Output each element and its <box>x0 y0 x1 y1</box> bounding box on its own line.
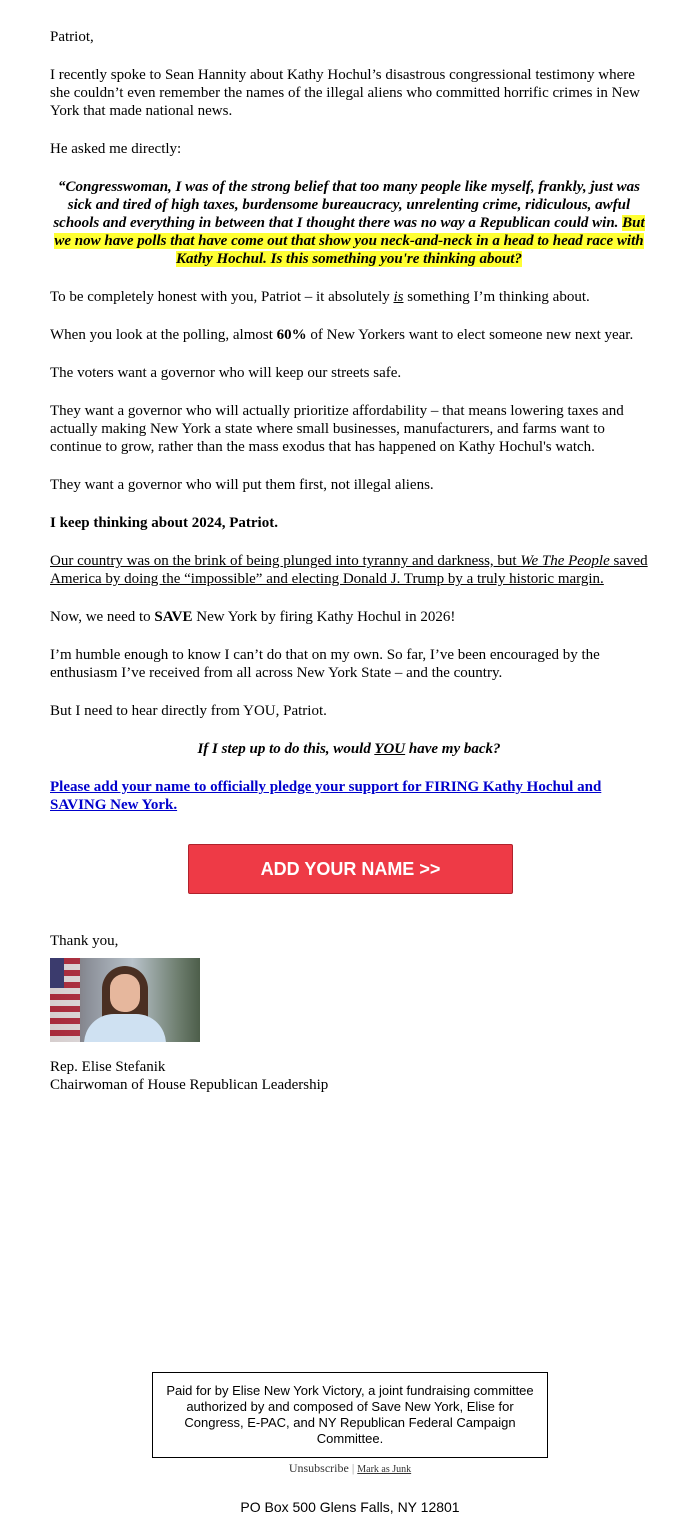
intro-paragraph: I recently spoke to Sean Hannity about Kathy Hochul’s disastrous congressional testimony where she couldn’t even remember the names of the illegal aliens who committed horrific crimes in New York that made national news. <box>50 67 640 119</box>
hannity-quote <box>50 178 648 268</box>
paid-for-disclaimer: Paid for by Elise New York Victory, a joint fundraising committee authorized by and composed of Save New York, Elise for Congress, E-PAC, and NY Republican Federal Campaign Committee. <box>152 1372 548 1458</box>
mailing-address: PO Box 500 Glens Falls, NY 12801 <box>240 1499 460 1515</box>
honest-paragraph <box>50 288 648 306</box>
humble-paragraph: I’m humble enough to know I can’t do that on my own. So far, I’ve been encouraged by the enthusiasm I’ve received from all across New York State – and the country. <box>50 647 600 681</box>
safe-paragraph: The voters want a governor who will keep our streets safe. <box>50 365 402 381</box>
honest-pre: To be completely honest with you, Patriot – it absolutely <box>50 289 394 305</box>
ask-pre: If I step up to do this, would <box>197 741 375 757</box>
photo-face <box>110 974 140 1012</box>
honest-emphasis: is <box>393 289 404 305</box>
ask-paragraph <box>50 740 648 758</box>
country-pre: Our country was on the brink of being plunged into tyranny and darkness, but <box>50 553 521 569</box>
asked-paragraph: He asked me directly: <box>50 141 182 157</box>
email-body <box>50 28 648 1094</box>
save-pre: Now, we need to <box>50 609 155 625</box>
country-emphasis: We The People <box>520 553 610 569</box>
thanks-text: Thank you, <box>50 933 119 949</box>
signature-title: Chairwoman of House Republican Leadership <box>50 1077 329 1093</box>
pledge-paragraph <box>50 778 648 814</box>
quote-highlight: But we now have polls that have come out that show you neck-and-neck in a head to head race with Kathy Hochul. Is this something you're thinking about? <box>54 215 645 267</box>
add-your-name-button[interactable]: ADD YOUR NAME >> <box>188 844 513 894</box>
flag-canton <box>50 958 64 988</box>
quote-text: “Congresswoman, I was of the strong belief that too many people like myself, frankly, just was sick and tired of high taxes, burdensome bureaucracy, unrelenting crime, ridiculous, awful schools and everything in between that I thought there was no way a Republican could win. <box>53 179 640 231</box>
pledge-link[interactable]: Please add your name to officially pledge your support for FIRING Kathy Hochul and SAVING New York. <box>50 779 602 813</box>
ask-post: have my back? <box>405 741 501 757</box>
signature-photo <box>50 958 200 1042</box>
country-paragraph <box>50 552 648 588</box>
polling-post: of New Yorkers want to elect someone new next year. <box>306 327 634 343</box>
button-row <box>50 844 648 894</box>
footer-separator: | <box>351 1461 355 1475</box>
afford-paragraph: They want a governor who will actually prioritize affordability – that means lowering taxes and actually making New York a state where small businesses, manufacturers, and farms want to continue to grow, rather than the mass exodus that has happened on Kathy Hochul's watch. <box>50 403 624 455</box>
honest-post: something I’m thinking about. <box>403 289 590 305</box>
footer-links <box>0 1461 700 1476</box>
save-bold: SAVE <box>154 609 193 625</box>
polling-paragraph <box>50 326 648 344</box>
greeting: Patriot, <box>50 29 94 45</box>
hear-paragraph: But I need to hear directly from YOU, Patriot. <box>50 703 327 719</box>
signature-name: Rep. Elise Stefanik <box>50 1059 166 1075</box>
polling-percent: 60% <box>276 327 307 343</box>
mark-as-junk-link[interactable]: Mark as Junk <box>357 1464 412 1475</box>
country-post: saved America by doing the “impossible” and electing Donald J. Trump by a truly historic margin. <box>50 553 648 587</box>
unsubscribe-link[interactable]: Unsubscribe <box>288 1461 349 1475</box>
ask-you: YOU <box>374 741 406 757</box>
save-post: New York by firing Kathy Hochul in 2026! <box>192 609 456 625</box>
first-paragraph: They want a governor who will put them first, not illegal aliens. <box>50 477 434 493</box>
thinking-text: I keep thinking about 2024, Patriot. <box>50 515 278 531</box>
thinking-paragraph <box>50 514 648 532</box>
polling-pre: When you look at the polling, almost <box>50 327 277 343</box>
save-paragraph <box>50 608 648 626</box>
